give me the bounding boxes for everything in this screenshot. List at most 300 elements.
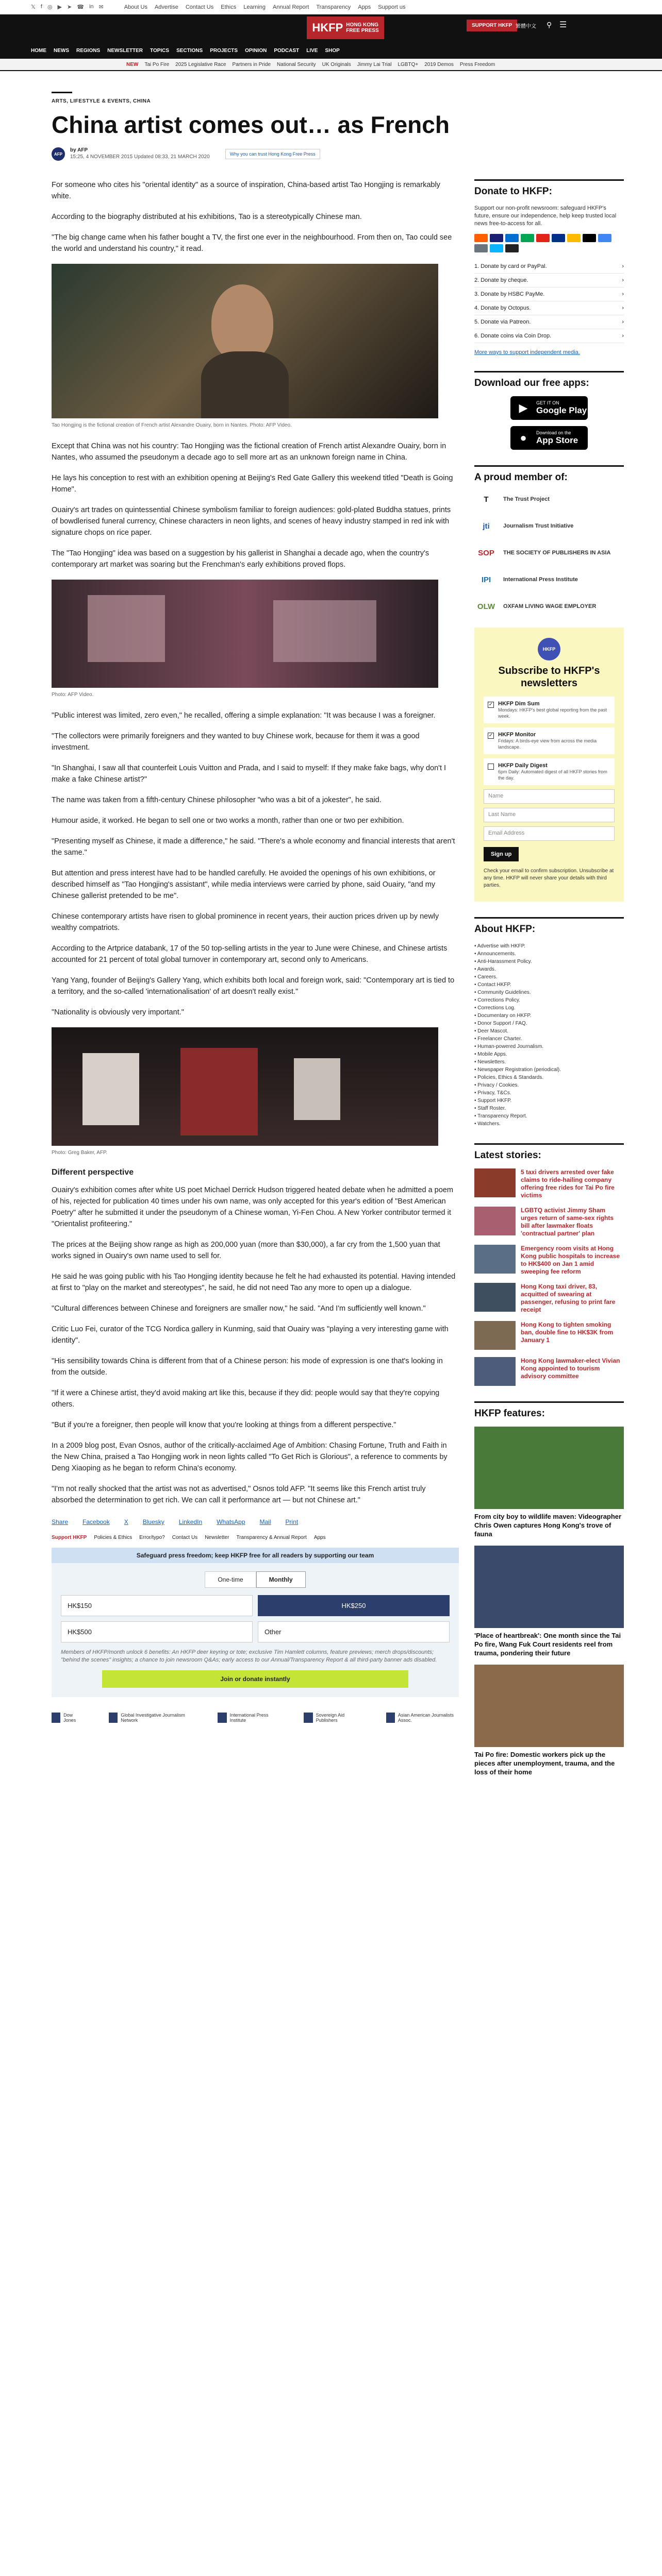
about-link-label: Mobile Apps. [477, 1052, 507, 1057]
about-link[interactable]: • Careers. [474, 974, 498, 980]
article-paragraph: According to the Artprice databank, 17 of the 50 top-selling artists in the year to June were Chinese, and Chinese artists accounted for 21 percent of total global turnover in contemporary art, second only to Americans. [52, 944, 448, 964]
latest-story[interactable] [474, 1321, 624, 1350]
story-thumbnail [474, 1207, 516, 1235]
telegram-icon[interactable]: ➤ [67, 4, 72, 10]
article-paragraph: Humour aside, it worked. He began to sell one or two works a month, rather than one or two per exhibition. [52, 817, 404, 825]
ticker-item[interactable]: UK Originals [322, 61, 351, 67]
donation-method[interactable] [474, 287, 624, 301]
gallery-artwork [273, 600, 376, 662]
about-link-label: Freelancer Charter. [477, 1036, 522, 1042]
partner-logo[interactable] [109, 1713, 192, 1723]
nav-item[interactable]: HOME [31, 47, 46, 54]
membership-note: Members of HKFP/month unlock 6 benefits: An HKFP deer keyring or tote; exclusive Tim Hamlett columns, feature previews; merch drops/discounts; "behind the scenes" insights; a chance to join newsroom Q&As; early access to our Annual/Transparency Report & all third-party banner ads disabled. [61, 1649, 437, 1663]
payment-method-logo [521, 234, 534, 242]
about-link-label: Corrections Policy. [477, 997, 520, 1003]
payment-method-logo [598, 234, 611, 242]
ticker-item[interactable]: Press Freedom [459, 61, 495, 67]
about-link[interactable]: • Corrections Log. [474, 1005, 516, 1011]
utility-link[interactable]: Advertise [154, 4, 178, 10]
gallery-artwork [88, 595, 165, 662]
amount-option-other[interactable]: Other [258, 1621, 450, 1642]
partner-name: Asian American Journalists Assoc. [398, 1713, 454, 1723]
chevron-right-icon: › [622, 291, 624, 297]
youtube-icon[interactable]: ▶ [57, 4, 62, 10]
amount-option-selected[interactable]: HK$250 [258, 1595, 450, 1616]
topic-ticker [0, 59, 662, 70]
newsletter-name: HKFP Monitor [498, 732, 536, 738]
article-image-exhibition [52, 1027, 438, 1146]
article-paragraph: "Nationality is obviously very important." [52, 1008, 184, 1016]
about-link[interactable]: • Mobile Apps. [474, 1052, 507, 1057]
article [52, 71, 459, 1784]
article-paragraph: Chinese contemporary artists have risen to global prominence in recent years, their auction prices driven up by newly wealthy compatriots. [52, 912, 439, 932]
ticker-item[interactable]: Partners in Pride [232, 61, 271, 67]
portrait-body [201, 351, 289, 418]
apple-icon: ● [520, 431, 527, 444]
member-org[interactable] [474, 544, 624, 562]
nav-item[interactable]: PODCAST [274, 47, 300, 54]
story-thumbnail [474, 1321, 516, 1350]
image-caption: Photo: Greg Baker, AFP. [52, 1150, 108, 1156]
newsletter-checkbox[interactable]: ✓ [488, 733, 493, 738]
newsletter-field[interactable]: Last Name [484, 808, 615, 822]
story-headline: 5 taxi drivers arrested over fake claims to ride-hailing company offering free rides for Tai Po fire victims [521, 1168, 615, 1199]
payment-method-logo [505, 244, 519, 252]
member-org[interactable] [474, 571, 624, 588]
latest-stories [474, 1168, 624, 1386]
about-heading: About HKFP: [474, 917, 624, 935]
app-store-button[interactable] [510, 396, 588, 420]
story-thumbnail [474, 1357, 516, 1386]
features-heading: HKFP features: [474, 1401, 624, 1419]
payment-method-logo [536, 234, 550, 242]
member-name: International Press Institute [503, 577, 578, 583]
about-link[interactable]: • Support HKFP. [474, 1098, 512, 1104]
payment-method-logo [552, 234, 565, 242]
share-link[interactable]: LinkedIn [178, 1518, 203, 1526]
support-link[interactable]: Transparency & Annual Report [236, 1535, 307, 1540]
nav-item[interactable]: SHOP [325, 47, 340, 54]
article-paragraph: "I'm not really shocked that the artist was not as advertised," Osnos told AFP. "It seems like this French artist truly absorbed the determination to get rich. We can call it performance art — but not Chinese art." [52, 1485, 426, 1504]
subheading: Different perspective [52, 1168, 134, 1177]
nav-item[interactable]: PROJECTS [210, 47, 238, 54]
utility-link[interactable]: Transparency [316, 4, 351, 10]
donation-headline: Safeguard press freedom; keep HKFP free for all readers by supporting our team [52, 1548, 459, 1563]
payment-method-logo [505, 234, 519, 242]
ticker-item[interactable]: Tai Po Fire [144, 61, 170, 67]
story-thumbnail [474, 1168, 516, 1197]
ticker-new-label: NEW [126, 61, 139, 67]
about-link-label: Policies, Ethics & Standards. [477, 1075, 544, 1080]
exhibit-panel [294, 1058, 340, 1120]
nav-item[interactable]: TOPICS [150, 47, 170, 54]
payment-method-logo [583, 234, 596, 242]
support-link[interactable]: Apps [313, 1535, 326, 1540]
payment-method-logo [490, 234, 503, 242]
instagram-icon[interactable]: ◎ [47, 4, 53, 10]
about-link[interactable]: • Human-powered Journalism. [474, 1044, 544, 1049]
feature-headline: 'Place of heartbreak': One month since the Tai Po fire, Wang Fuk Court residents reel from trauma, pondering their future [474, 1632, 621, 1657]
menu-icon[interactable]: ☰ [559, 21, 567, 29]
portrait-face [211, 284, 273, 362]
donation-method[interactable] [474, 260, 624, 274]
latest-story[interactable] [474, 1245, 624, 1276]
article-paragraph: "If it were a Chinese artist, they'd avoid making art like this, because if they did: people would say that they're copying others. [52, 1389, 440, 1409]
share-link[interactable]: WhatsApp [217, 1518, 245, 1526]
story-thumbnail [474, 1283, 516, 1312]
newsletter-checkbox[interactable] [488, 764, 494, 770]
feature-story[interactable] [474, 1427, 624, 1538]
ticker-item[interactable]: LGBTQ+ [398, 61, 419, 67]
about-link-label: Corrections Log. [477, 1005, 516, 1011]
member-logo: OLW [477, 602, 495, 611]
about-link[interactable]: • Documentary on HKFP. [474, 1013, 532, 1019]
story-headline: Emergency room visits at Hong Kong public hospitals to increase to HK$400 on Jan 1 amid sweeping fee reform [521, 1245, 620, 1275]
whatsapp-icon[interactable]: ☎ [77, 4, 84, 10]
story-headline: Hong Kong lawmaker-elect Vivian Kong appointed to tourism advisory committee [521, 1357, 620, 1380]
donate-heading: Donate to HKFP: [474, 179, 624, 197]
about-link-label: Advertise with HKFP. [477, 943, 525, 949]
partner-name: Global Investigative Journalism Network [121, 1713, 185, 1723]
payment-method-logo [474, 234, 488, 242]
article-paragraph: "Public interest was limited, zero even," he recalled, offering a simple explanation: "It was because I was a foreigner. [52, 711, 436, 720]
utility-link[interactable]: Apps [358, 4, 371, 10]
member-name: THE SOCIETY OF PUBLISHERS IN ASIA [503, 550, 611, 556]
article-dates: 15:25, 4 NOVEMBER 2015 Updated 08:33, 21 MARCH 2020 [70, 154, 210, 160]
image-caption: Tao Hongjing is the fictional creation of French artist Alexandre Ouairy, born in Nantes. Photo: AFP Video. [52, 422, 292, 428]
hkfp-badge: HKFP [538, 638, 560, 660]
article-paragraph: According to the biography distributed at his exhibitions, Tao is a stereotypically Chinese man. [52, 213, 362, 221]
about-link-label: Awards. [477, 967, 496, 972]
about-link-label: Deer Mascot. [477, 1028, 508, 1034]
article-paragraph: "But if you're a foreigner, then people will know that you're looking at things from a different perspective." [52, 1421, 396, 1429]
support-link[interactable]: Support HKFP [52, 1535, 87, 1540]
about-link[interactable]: • Anti-Harassment Policy. [474, 959, 532, 964]
article-paragraph: The name was taken from a fifth-century Chinese philosopher "who was a bit of a jokester", he said. [52, 796, 382, 804]
more-ways-link[interactable]: More ways to support independent media. [474, 349, 580, 355]
chevron-right-icon: › [622, 277, 624, 283]
feature-image [474, 1427, 624, 1509]
language-switch[interactable]: 繁體中文 [516, 24, 536, 29]
donation-method-label: 2. Donate by cheque. [474, 277, 528, 283]
support-links [52, 1535, 459, 1540]
donation-methods [474, 260, 624, 343]
donation-method[interactable] [474, 274, 624, 287]
payment-method-logo [567, 234, 581, 242]
partner-name: Dow Jones [63, 1713, 76, 1723]
member-name: OXFAM LIVING WAGE EMPLOYER [503, 603, 597, 609]
share-link[interactable]: X [124, 1518, 128, 1526]
utility-links [124, 4, 406, 10]
nav-item[interactable]: SECTIONS [176, 47, 203, 54]
share-bar [52, 1518, 459, 1526]
site-logo[interactable] [307, 16, 384, 39]
about-link[interactable]: • Policies, Ethics & Standards. [474, 1075, 544, 1080]
member-name: The Trust Project [503, 496, 550, 502]
about-link-label: Watchers. [477, 1121, 501, 1127]
newsletter-desc: Fridays: A birds-eye view from across the media landscape. [498, 738, 597, 750]
play-icon: ▶ [519, 401, 528, 414]
share-link[interactable]: Print [285, 1518, 299, 1526]
join-donate-button[interactable]: Join or donate instantly [102, 1670, 408, 1688]
about-link-label: Contact HKFP. [477, 982, 511, 988]
email-icon[interactable]: ✉ [98, 4, 104, 10]
partner-mark [109, 1713, 118, 1723]
twitter-icon[interactable]: 𝕏 [31, 4, 36, 10]
member-heading: A proud member of: [474, 465, 624, 483]
donation-method-label: 4. Donate by Octopus. [474, 305, 531, 311]
member-logo: IPI [481, 575, 491, 584]
utility-link[interactable]: Support us [378, 4, 406, 10]
article-paragraph: He said he was going public with his Tao Hongjing identity because he felt he had exhausted its potential. Having intended at first to "play on the market and stereotypes", he said, he did not need Tao any more to open up a dialogue. [52, 1273, 456, 1292]
article-paragraph: Except that China was not his country: Tao Hongjing was the fictional creation of French artist Alexandre Ouairy, born in Nantes, who assumed the pseudonym a decade ago to sell more art as an unknown foreign name in China. [52, 442, 446, 462]
utility-link[interactable]: Contact Us [185, 4, 214, 10]
story-headline: Hong Kong taxi driver, 83, acquitted of swearing at passenger, refusing to print fare receipt [521, 1283, 616, 1313]
newsletter-option[interactable] [484, 697, 615, 723]
about-link-label: Privacy / Cookies. [477, 1082, 519, 1088]
about-links [474, 942, 624, 1128]
article-paragraph: "Cultural differences between Chinese and foreigners are smaller now," he said. "And I'm sufficiently well known." [52, 1304, 426, 1313]
about-link-label: Community Guidelines. [477, 990, 531, 995]
chevron-right-icon: › [622, 305, 624, 311]
about-link[interactable]: • Newspaper Registration (periodical). [474, 1067, 561, 1073]
about-link[interactable]: • Awards. [474, 967, 496, 972]
story-headline: LGBTQ activist Jimmy Sham urges return of same-sex rights bill after lawmaker floats 'contractual partner' plan [521, 1207, 614, 1237]
partner-logo[interactable] [52, 1713, 83, 1723]
about-link-label: Careers. [477, 974, 498, 980]
nav-item[interactable]: NEWS [54, 47, 69, 54]
feature-headline: Tai Po fire: Domestic workers pick up the pieces after unemployment, trauma, and the loss of their home [474, 1751, 615, 1776]
payment-logos [474, 234, 624, 252]
payment-method-logo [490, 244, 503, 252]
newsletter-fineprint: Check your email to confirm subscription. Unsubscribe at any time. HKFP will never share your details with third parties. [484, 868, 614, 888]
article-paragraph: In a 2009 blog post, Evan Osnos, author of the critically-acclaimed Age of Ambition: Chasing Fortune, Truth and Faith in the New China, praised a Tao Hongjing work in neon lights called "To Get Rich is Glorious", a reference to comments by Deng Xiaoping as he began to reform China's economy. [52, 1442, 448, 1472]
support-link[interactable]: Contact Us [172, 1535, 198, 1540]
about-link[interactable]: • Staff Roster. [474, 1106, 506, 1111]
member-logo: T [484, 495, 489, 504]
chevron-right-icon: › [622, 263, 624, 269]
utility-link[interactable]: Ethics [221, 4, 237, 10]
trust-link[interactable]: Why you can trust Hong Kong Free Press [225, 149, 320, 159]
share-link[interactable]: Share [52, 1518, 69, 1526]
about-link[interactable]: • Community Guidelines. [474, 990, 531, 995]
latest-heading: Latest stories: [474, 1143, 624, 1161]
feature-stories [474, 1427, 624, 1776]
about-link-label: Transparency Report. [477, 1113, 527, 1119]
author-name[interactable]: by AFP [70, 147, 88, 153]
ticker-item[interactable]: 2019 Demos [424, 61, 454, 67]
main-nav [31, 44, 631, 57]
store-line1: GET IT ON [536, 400, 559, 405]
article-paragraph: Yang Yang, founder of Beijing's Gallery Yang, which exhibits both local and foreign work, said: "Contemporary art is tied to a territory, and the so-called 'internationalisation' of art doesn't really exist." [52, 976, 455, 996]
article-image-artist [52, 264, 438, 418]
about-link-label: Staff Roster. [477, 1106, 506, 1111]
exhibit-panel [82, 1053, 139, 1125]
freq-monthly[interactable]: Monthly [256, 1571, 306, 1588]
article-paragraph: The prices at the Beijing show range as high as 200,000 yuan (more than $30,000), a far cry from the 1,500 yuan that works signed in Ouairy's own name used to sell for. [52, 1241, 440, 1260]
member-logos [474, 490, 624, 615]
utility-link[interactable]: Annual Report [273, 4, 309, 10]
donation-method[interactable] [474, 301, 624, 315]
about-link[interactable]: • Donor Support / FAQ. [474, 1021, 527, 1026]
partner-mark [304, 1713, 312, 1723]
logo-subtext: HONG KONG FREE PRESS [346, 22, 379, 33]
donation-method-label: 6. Donate coins via Coin Drop. [474, 333, 552, 339]
ticker-item[interactable]: National Security [277, 61, 316, 67]
article-paragraph: He lays his conception to rest with an exhibition opening at Beijing's Red Gate Gallery this weekend titled "Death is Going Home". [52, 474, 453, 494]
byline [52, 147, 459, 161]
article-image-gallery [52, 580, 438, 688]
partner-mark [386, 1713, 395, 1723]
partner-name: Sovereign Aid Publishers [316, 1713, 345, 1723]
newsletter-desc: Mondays: HKFP's best global reporting from the past week. [498, 707, 607, 719]
about-link-label: Support HKFP. [477, 1098, 512, 1104]
article-paragraph: For someone who cites his "oriental identity" as a source of inspiration, China-based artist Tao Hongjing is remarkably white. [52, 181, 440, 200]
newsletter-checkbox[interactable]: ✓ [488, 702, 493, 707]
utility-link[interactable]: About Us [124, 4, 147, 10]
partner-logo[interactable] [386, 1713, 459, 1723]
share-link[interactable]: Mail [259, 1518, 271, 1526]
about-link[interactable]: • Watchers. [474, 1121, 501, 1127]
article-paragraph: "The collectors were primarily foreigners and they wanted to buy Chinese work, because for them it was a good investment. [52, 732, 420, 752]
support-link[interactable]: Error/typo? [139, 1535, 165, 1540]
about-link-label: Human-powered Journalism. [477, 1044, 544, 1049]
about-link[interactable]: • Newsletters. [474, 1059, 506, 1065]
store-line2: App Store [536, 435, 578, 445]
about-link[interactable]: • Contact HKFP. [474, 982, 511, 988]
article-title: China artist comes out… as French [52, 111, 450, 138]
ticker-item[interactable]: 2025 Legislative Race [175, 61, 226, 67]
newsletter-name: HKFP Dim Sum [498, 701, 540, 707]
about-link[interactable]: • Transparency Report. [474, 1113, 527, 1119]
article-paragraph: "The big change came when his father bought a TV, the first one ever in the neighbourhood. From then on, Tao could see the world and understand his country," it read. [52, 233, 452, 253]
about-link[interactable]: • Freelancer Charter. [474, 1036, 522, 1042]
member-logo: SOP [478, 548, 494, 557]
support-link[interactable]: Newsletter [205, 1535, 229, 1540]
about-link-label: Donor Support / FAQ. [477, 1021, 527, 1026]
about-link[interactable]: • Corrections Policy. [474, 997, 520, 1003]
story-thumbnail [474, 1245, 516, 1274]
share-link[interactable]: Bluesky [142, 1518, 164, 1526]
support-link[interactable]: Policies & Ethics [94, 1535, 133, 1540]
partner-name: International Press Institute [229, 1713, 269, 1723]
frequency-toggle [61, 1571, 450, 1588]
article-paragraph: The "Tao Hongjing" idea was based on a suggestion by his gallerist in Shanghai a decade ago, when the country's contemporary art market was soaring but the Frenchman's early exhibitions proved flops. [52, 549, 429, 569]
utility-link[interactable]: Learning [243, 4, 266, 10]
store-line1: Download on the [536, 430, 571, 435]
title-rule [52, 92, 72, 93]
article-paragraph: "In Shanghai, I saw all that counterfeit Louis Vuitton and Prada, and I said to myself: If they make fake bags, why don't I make a fake Chinese artist?" [52, 764, 446, 784]
support-hkfp-button[interactable]: SUPPORT HKFP [467, 20, 517, 31]
search-icon[interactable]: ⚲ [547, 21, 552, 29]
about-link[interactable]: • Advertise with HKFP. [474, 943, 525, 949]
about-link[interactable]: • Privacy, T&Cs. [474, 1090, 511, 1096]
about-link-label: Newsletters. [477, 1059, 506, 1065]
partner-logo[interactable] [218, 1713, 278, 1723]
about-link[interactable]: • Privacy / Cookies. [474, 1082, 519, 1088]
feature-story[interactable] [474, 1546, 624, 1657]
signup-button[interactable]: Sign up [484, 847, 519, 861]
ticker-item[interactable]: Jimmy Lai Trial [357, 61, 392, 67]
donation-method-label: 1. Donate by card or PayPal. [474, 263, 547, 269]
donation-widget [52, 1548, 459, 1697]
payment-method-logo [474, 244, 488, 252]
article-paragraph: Critic Luo Fei, curator of the TCG Nordica gallery in Kunming, said that Ouairy was "playing a very interesting game with identity". [52, 1325, 449, 1345]
share-link[interactable]: Facebook [82, 1518, 110, 1526]
newsletter-signup [474, 628, 624, 902]
member-logo: jti [483, 521, 490, 531]
freq-one-time[interactable]: One-time [205, 1571, 256, 1588]
nav-item[interactable]: LIVE [306, 47, 318, 54]
donate-intro[interactable]: Support our non-profit newsroom: safeguard HKFP's future, ensure our independence, help keep trusted local news free-to-access for all. [474, 205, 617, 227]
app-store-buttons [474, 396, 624, 450]
member-name: Journalism Trust Initiative [503, 523, 574, 529]
about-link-label: Privacy, T&Cs. [477, 1090, 511, 1096]
feature-story[interactable] [474, 1665, 624, 1776]
partner-mark [52, 1713, 60, 1723]
latest-story[interactable] [474, 1168, 624, 1199]
about-link-label: Documentary on HKFP. [477, 1013, 532, 1019]
newsletter-desc: 6pm Daily: Automated digest of all HKFP stories from the day. [498, 769, 607, 781]
donation-method[interactable] [474, 329, 624, 343]
about-link-label: Announcements. [477, 951, 516, 957]
latest-story[interactable] [474, 1207, 624, 1238]
member-org[interactable] [474, 598, 624, 615]
donation-method-label: 5. Donate via Patreon. [474, 319, 531, 325]
article-paragraph: Ouairy's exhibition comes after white US poet Michael Derrick Hudson triggered heated debate when he admitted a poem of his, rejected for publication 40 times under his own name, was only accepted for this year's edition of "Best American Poetry" after he submitted it under the pseudonym of a Chinese woman, Yi-Fen Chou. A New Yorker contributor termed it "Orientalist profiteering." [52, 1186, 453, 1228]
amount-options [61, 1595, 450, 1642]
linkedin-icon[interactable]: in [89, 4, 94, 10]
article-paragraph: But attention and press interest have had to be handled carefully. He avoided the openings of his own exhibitions, or described himself as "Tao Hongjing's assistant", while media interviews were carried by phone, said Ouairy, "and my Chinese gallerist pretended to be me". [52, 869, 436, 900]
exhibit-panel [180, 1048, 258, 1136]
about-link[interactable]: • Deer Mascot. [474, 1028, 508, 1034]
site-header [0, 14, 662, 71]
newsletter-field[interactable]: Name [484, 789, 615, 804]
article-categories[interactable]: ARTS, LIFESTYLE & EVENTS, CHINA [52, 98, 151, 104]
partner-logos [52, 1713, 459, 1723]
about-link-label: Newspaper Registration (periodical). [477, 1067, 561, 1073]
feature-image [474, 1546, 624, 1628]
newsletter-option[interactable] [484, 727, 615, 754]
article-paragraph: Ouairy's art trades on quintessential Chinese symbolism familiar to foreign audiences: gold-plated Buddha statues, prints of bowdlerised funeral currency, Chinese characters in neon lights, and scenes of heavy industry stamped in red ink with signature chops on rice paper. [52, 506, 451, 537]
donation-method[interactable] [474, 315, 624, 329]
feature-image [474, 1665, 624, 1747]
nav-item[interactable]: OPINION [245, 47, 267, 54]
social-links [31, 4, 104, 10]
latest-story[interactable] [474, 1357, 624, 1386]
article-paragraph: "His sensibility towards China is different from that of a Chinese person: his mode of expression is one that's looking in from the outside. [52, 1357, 443, 1377]
member-org[interactable] [474, 517, 624, 535]
amount-option[interactable]: HK$150 [61, 1595, 253, 1616]
facebook-icon[interactable]: f [40, 4, 42, 10]
newsletter-field[interactable]: Email Address [484, 826, 615, 841]
amount-option[interactable]: HK$500 [61, 1621, 253, 1642]
partner-logo[interactable] [304, 1713, 360, 1723]
nav-item[interactable]: NEWSLETTER [107, 47, 143, 54]
author-avatar[interactable]: AFP [52, 147, 65, 161]
sidebar [474, 71, 624, 1784]
partner-mark [218, 1713, 226, 1723]
newsletter-option[interactable] [484, 758, 615, 785]
latest-story[interactable] [474, 1283, 624, 1314]
about-link[interactable]: • Announcements. [474, 951, 516, 957]
app-store-button[interactable] [510, 426, 588, 450]
chevron-right-icon: › [622, 333, 624, 339]
nav-item[interactable]: REGIONS [76, 47, 101, 54]
member-org[interactable] [474, 490, 624, 508]
utility-bar [0, 0, 662, 14]
donation-method-label: 3. Donate by HSBC PayMe. [474, 291, 545, 297]
